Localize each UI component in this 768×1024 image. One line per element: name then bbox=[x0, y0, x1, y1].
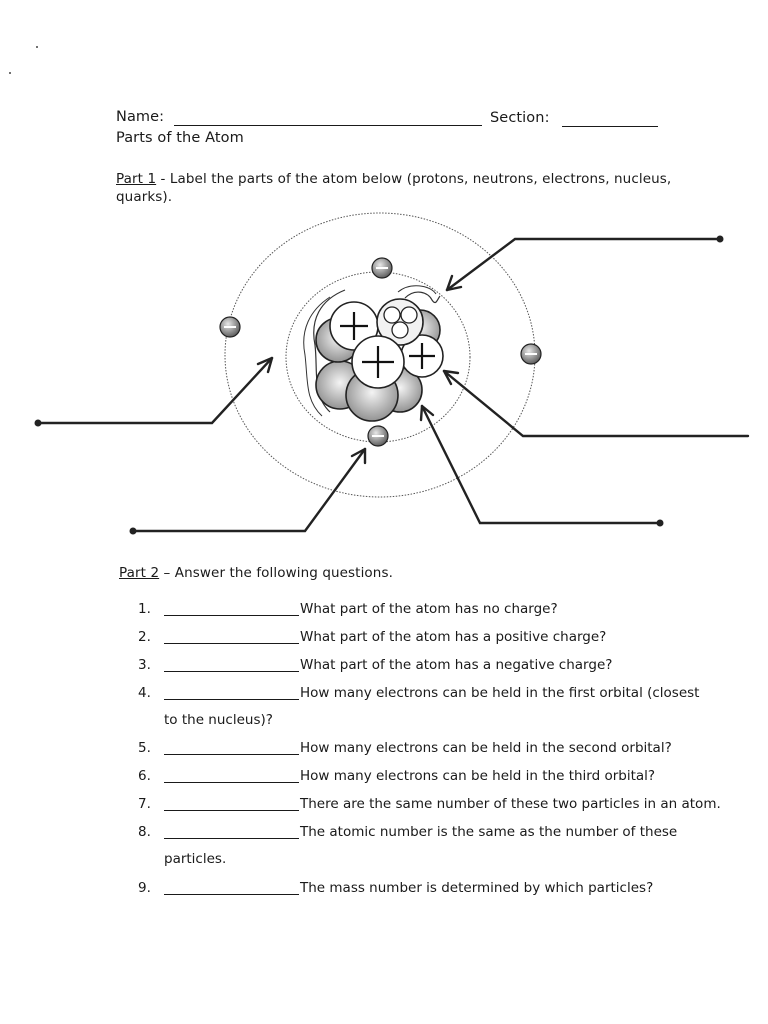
question-item: 2. What part of the atom has a positive charge? bbox=[138, 629, 607, 645]
quark bbox=[384, 307, 400, 323]
name-label: Name: bbox=[116, 109, 165, 125]
answer-blank[interactable] bbox=[164, 880, 299, 895]
part1-instruction: Part 1 - Label the parts of the atom below (protons, neutrons, electrons, nucleus, bbox=[116, 171, 672, 187]
label-line-bottom-left bbox=[133, 449, 365, 531]
answer-blank[interactable] bbox=[164, 629, 299, 644]
label-line-right bbox=[444, 371, 748, 436]
question-item: 8. The atomic number is the same as the number of these particles. bbox=[138, 824, 678, 867]
part1-label: Part 1 bbox=[116, 171, 157, 187]
nucleus bbox=[316, 299, 443, 421]
label-line-top-right bbox=[447, 239, 720, 290]
section-label: Section: bbox=[490, 110, 550, 126]
label-line-bottom-right bbox=[422, 406, 660, 523]
page-title: Parts of the Atom bbox=[116, 130, 244, 146]
label-line-left bbox=[38, 358, 272, 423]
part2-instruction: Part 2 – Answer the following questions. bbox=[119, 565, 393, 581]
endpoint-dot bbox=[657, 520, 664, 527]
answer-blank[interactable] bbox=[164, 768, 299, 783]
answer-blank[interactable] bbox=[164, 824, 299, 839]
question-item: 3. What part of the atom has a negative charge? bbox=[138, 657, 613, 673]
endpoint-dot bbox=[35, 420, 42, 427]
answer-blank[interactable] bbox=[164, 601, 299, 616]
part2-label: Part 2 bbox=[119, 565, 160, 581]
quark bbox=[392, 322, 408, 338]
endpoint-dot bbox=[130, 528, 137, 535]
question-item: 4. How many electrons can be held in the first orbital (closest to the nucleus)? bbox=[138, 685, 700, 728]
question-item: 1. What part of the atom has no charge? bbox=[138, 601, 558, 617]
question-item: 7. There are the same number of these two particles in an atom. bbox=[138, 796, 721, 812]
question-item: 5. How many electrons can be held in the second orbital? bbox=[138, 740, 672, 756]
question-item: 6. How many electrons can be held in the third orbital? bbox=[138, 768, 656, 784]
question-item: 9. The mass number is determined by which particles? bbox=[138, 880, 654, 896]
answer-blank[interactable] bbox=[164, 657, 299, 672]
answer-blank[interactable] bbox=[164, 740, 299, 755]
answer-blank[interactable] bbox=[164, 685, 299, 700]
endpoint-dot bbox=[717, 236, 724, 243]
part1-instruction-cont: quarks). bbox=[116, 189, 173, 205]
quark bbox=[401, 307, 417, 323]
answer-blank[interactable] bbox=[164, 796, 299, 811]
